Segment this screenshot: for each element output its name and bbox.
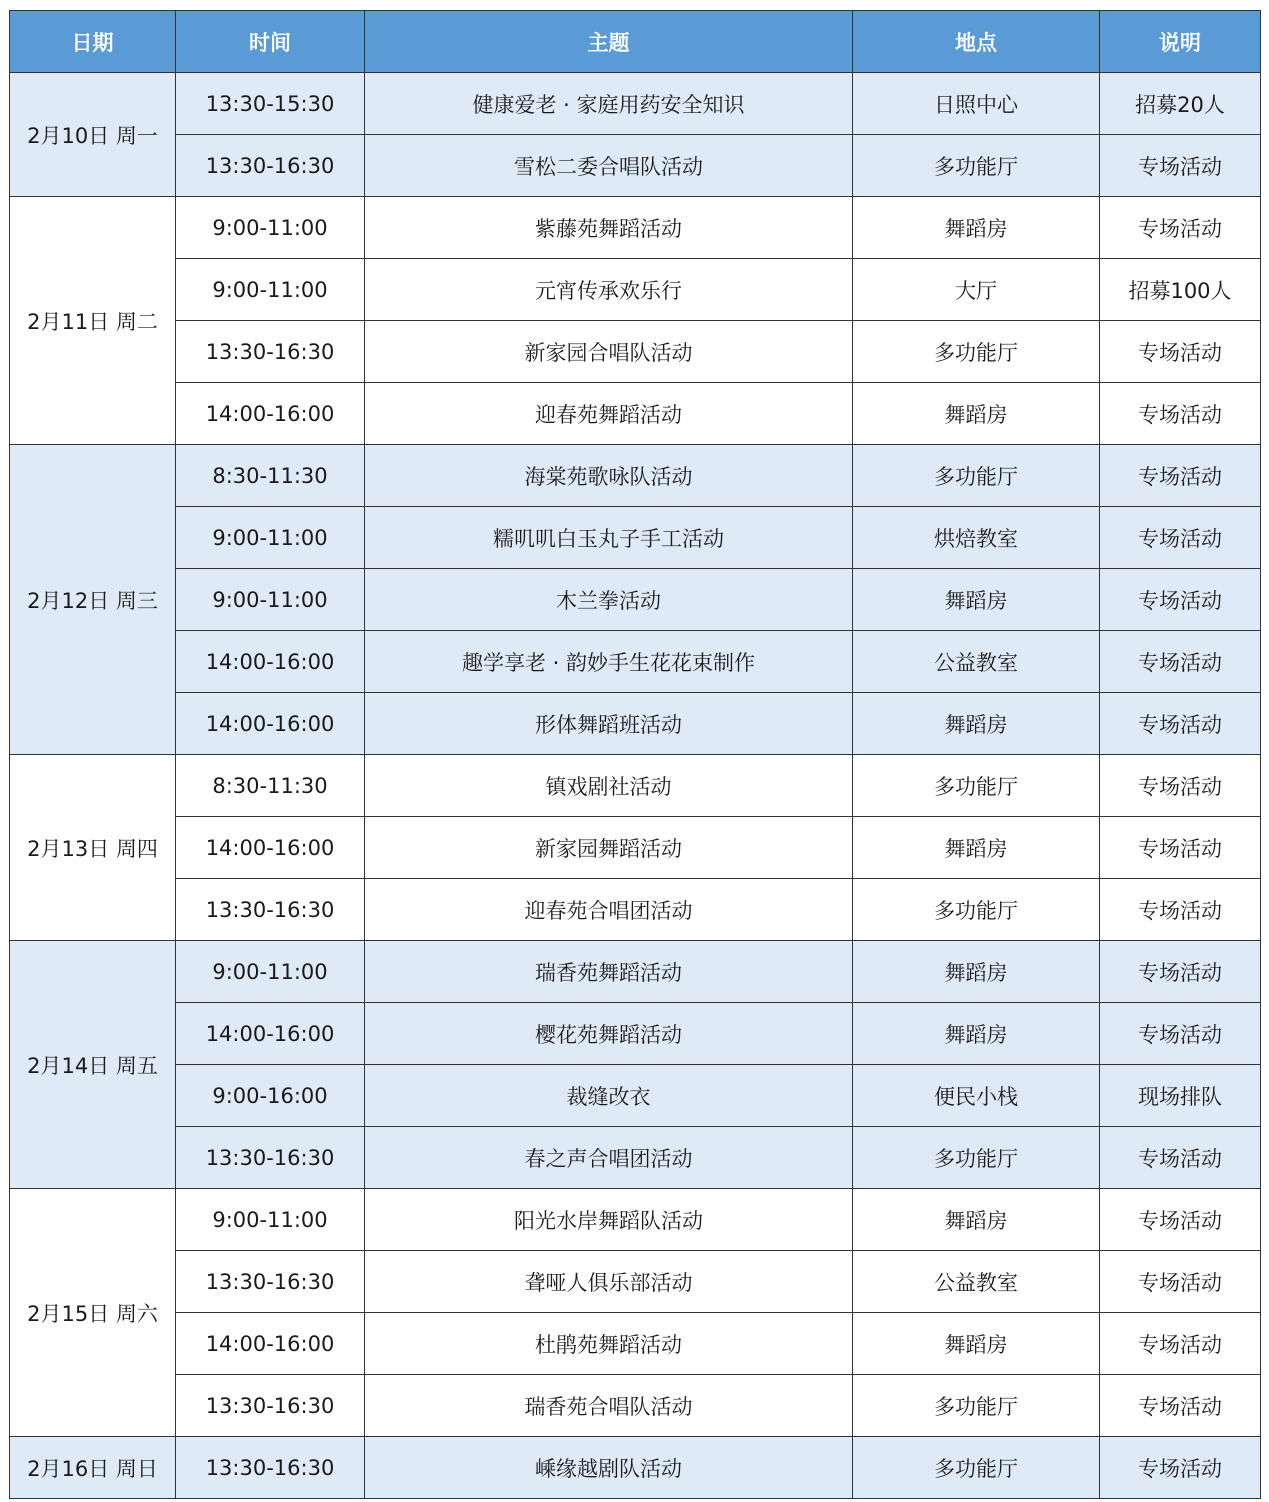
place-cell: 烘焙教室 <box>853 507 1100 569</box>
table-row <box>10 1065 1261 1127</box>
note-cell: 专场活动 <box>1100 693 1261 755</box>
table-row <box>10 879 1261 941</box>
schedule-table <box>9 10 1261 1499</box>
table-row <box>10 693 1261 755</box>
topic-cell: 杜鹃苑舞蹈活动 <box>365 1313 853 1375</box>
table-body <box>10 73 1261 1499</box>
topic-cell: 迎春苑合唱团活动 <box>365 879 853 941</box>
place-cell: 大厅 <box>853 259 1100 321</box>
place-cell: 舞蹈房 <box>853 197 1100 259</box>
topic-cell: 瑞香苑舞蹈活动 <box>365 941 853 1003</box>
place-cell: 多功能厅 <box>853 879 1100 941</box>
note-cell: 专场活动 <box>1100 941 1261 1003</box>
place-cell: 舞蹈房 <box>853 383 1100 445</box>
time-cell: 14:00-16:00 <box>176 383 365 445</box>
time-cell: 14:00-16:00 <box>176 1313 365 1375</box>
time-cell: 13:30-16:30 <box>176 1251 365 1313</box>
table-row <box>10 507 1261 569</box>
note-cell: 招募100人 <box>1100 259 1261 321</box>
time-cell: 9:00-11:00 <box>176 941 365 1003</box>
topic-cell: 裁缝改衣 <box>365 1065 853 1127</box>
note-cell: 专场活动 <box>1100 1313 1261 1375</box>
table-row <box>10 73 1261 135</box>
topic-cell: 元宵传承欢乐行 <box>365 259 853 321</box>
place-cell: 舞蹈房 <box>853 1003 1100 1065</box>
place-cell: 舞蹈房 <box>853 1189 1100 1251</box>
note-cell: 专场活动 <box>1100 197 1261 259</box>
note-cell: 专场活动 <box>1100 1189 1261 1251</box>
place-cell: 公益教室 <box>853 631 1100 693</box>
topic-cell: 木兰拳活动 <box>365 569 853 631</box>
topic-cell: 嵊缘越剧队活动 <box>365 1437 853 1499</box>
place-cell: 公益教室 <box>853 1251 1100 1313</box>
note-cell: 专场活动 <box>1100 755 1261 817</box>
table-row <box>10 569 1261 631</box>
note-cell: 招募20人 <box>1100 73 1261 135</box>
note-cell: 专场活动 <box>1100 1375 1261 1437</box>
time-cell: 9:00-11:00 <box>176 197 365 259</box>
time-cell: 9:00-16:00 <box>176 1065 365 1127</box>
note-cell: 专场活动 <box>1100 879 1261 941</box>
place-cell: 日照中心 <box>853 73 1100 135</box>
topic-cell: 糯叽叽白玉丸子手工活动 <box>365 507 853 569</box>
topic-cell: 海棠苑歌咏队活动 <box>365 445 853 507</box>
time-cell: 9:00-11:00 <box>176 1189 365 1251</box>
time-cell: 9:00-11:00 <box>176 507 365 569</box>
date-cell: 2月12日 周三 <box>10 445 176 755</box>
topic-cell: 镇戏剧社活动 <box>365 755 853 817</box>
note-cell: 专场活动 <box>1100 383 1261 445</box>
time-cell: 14:00-16:00 <box>176 693 365 755</box>
time-cell: 8:30-11:30 <box>176 755 365 817</box>
time-cell: 9:00-11:00 <box>176 259 365 321</box>
table-row <box>10 1437 1261 1499</box>
place-cell: 舞蹈房 <box>853 569 1100 631</box>
header-row <box>10 11 1261 73</box>
place-cell: 多功能厅 <box>853 321 1100 383</box>
header-date: 日期 <box>10 11 176 73</box>
topic-cell: 雪松二委合唱队活动 <box>365 135 853 197</box>
place-cell: 多功能厅 <box>853 1375 1100 1437</box>
time-cell: 13:30-16:30 <box>176 1437 365 1499</box>
time-cell: 13:30-16:30 <box>176 1127 365 1189</box>
topic-cell: 春之声合唱团活动 <box>365 1127 853 1189</box>
topic-cell: 形体舞蹈班活动 <box>365 693 853 755</box>
table-row <box>10 1189 1261 1251</box>
date-cell: 2月13日 周四 <box>10 755 176 941</box>
topic-cell: 新家园合唱队活动 <box>365 321 853 383</box>
table-row <box>10 1003 1261 1065</box>
place-cell: 舞蹈房 <box>853 1313 1100 1375</box>
note-cell: 专场活动 <box>1100 569 1261 631</box>
topic-cell: 趣学享老 · 韵妙手生花花束制作 <box>365 631 853 693</box>
table-row <box>10 817 1261 879</box>
note-cell: 专场活动 <box>1100 817 1261 879</box>
note-cell: 专场活动 <box>1100 631 1261 693</box>
table-row <box>10 755 1261 817</box>
place-cell: 多功能厅 <box>853 755 1100 817</box>
table-row <box>10 1375 1261 1437</box>
topic-cell: 紫藤苑舞蹈活动 <box>365 197 853 259</box>
time-cell: 14:00-16:00 <box>176 1003 365 1065</box>
topic-cell: 健康爱老 · 家庭用药安全知识 <box>365 73 853 135</box>
time-cell: 13:30-15:30 <box>176 73 365 135</box>
place-cell: 舞蹈房 <box>853 941 1100 1003</box>
note-cell: 专场活动 <box>1100 135 1261 197</box>
header-topic: 主题 <box>365 11 853 73</box>
place-cell: 多功能厅 <box>853 1127 1100 1189</box>
table-row <box>10 135 1261 197</box>
note-cell: 专场活动 <box>1100 1003 1261 1065</box>
time-cell: 14:00-16:00 <box>176 817 365 879</box>
place-cell: 便民小栈 <box>853 1065 1100 1127</box>
date-cell: 2月16日 周日 <box>10 1437 176 1499</box>
date-cell: 2月15日 周六 <box>10 1189 176 1437</box>
header-place: 地点 <box>853 11 1100 73</box>
topic-cell: 樱花苑舞蹈活动 <box>365 1003 853 1065</box>
note-cell: 专场活动 <box>1100 507 1261 569</box>
table-row <box>10 321 1261 383</box>
date-cell: 2月10日 周一 <box>10 73 176 197</box>
place-cell: 多功能厅 <box>853 1437 1100 1499</box>
topic-cell: 阳光水岸舞蹈队活动 <box>365 1189 853 1251</box>
header-note: 说明 <box>1100 11 1261 73</box>
note-cell: 现场排队 <box>1100 1065 1261 1127</box>
table-row <box>10 197 1261 259</box>
date-cell: 2月14日 周五 <box>10 941 176 1189</box>
note-cell: 专场活动 <box>1100 1251 1261 1313</box>
table-row <box>10 445 1261 507</box>
time-cell: 9:00-11:00 <box>176 569 365 631</box>
topic-cell: 新家园舞蹈活动 <box>365 817 853 879</box>
place-cell: 多功能厅 <box>853 135 1100 197</box>
table-row <box>10 1251 1261 1313</box>
place-cell: 舞蹈房 <box>853 817 1100 879</box>
time-cell: 13:30-16:30 <box>176 879 365 941</box>
table-header <box>10 11 1261 73</box>
time-cell: 14:00-16:00 <box>176 631 365 693</box>
time-cell: 8:30-11:30 <box>176 445 365 507</box>
table-row <box>10 1127 1261 1189</box>
place-cell: 多功能厅 <box>853 445 1100 507</box>
note-cell: 专场活动 <box>1100 321 1261 383</box>
header-time: 时间 <box>176 11 365 73</box>
table-row <box>10 383 1261 445</box>
table-row <box>10 1313 1261 1375</box>
table-row <box>10 941 1261 1003</box>
note-cell: 专场活动 <box>1100 1127 1261 1189</box>
table-row <box>10 259 1261 321</box>
date-cell: 2月11日 周二 <box>10 197 176 445</box>
table-row <box>10 631 1261 693</box>
time-cell: 13:30-16:30 <box>176 135 365 197</box>
place-cell: 舞蹈房 <box>853 693 1100 755</box>
note-cell: 专场活动 <box>1100 1437 1261 1499</box>
note-cell: 专场活动 <box>1100 445 1261 507</box>
time-cell: 13:30-16:30 <box>176 1375 365 1437</box>
topic-cell: 迎春苑舞蹈活动 <box>365 383 853 445</box>
time-cell: 13:30-16:30 <box>176 321 365 383</box>
topic-cell: 瑞香苑合唱队活动 <box>365 1375 853 1437</box>
topic-cell: 聋哑人俱乐部活动 <box>365 1251 853 1313</box>
